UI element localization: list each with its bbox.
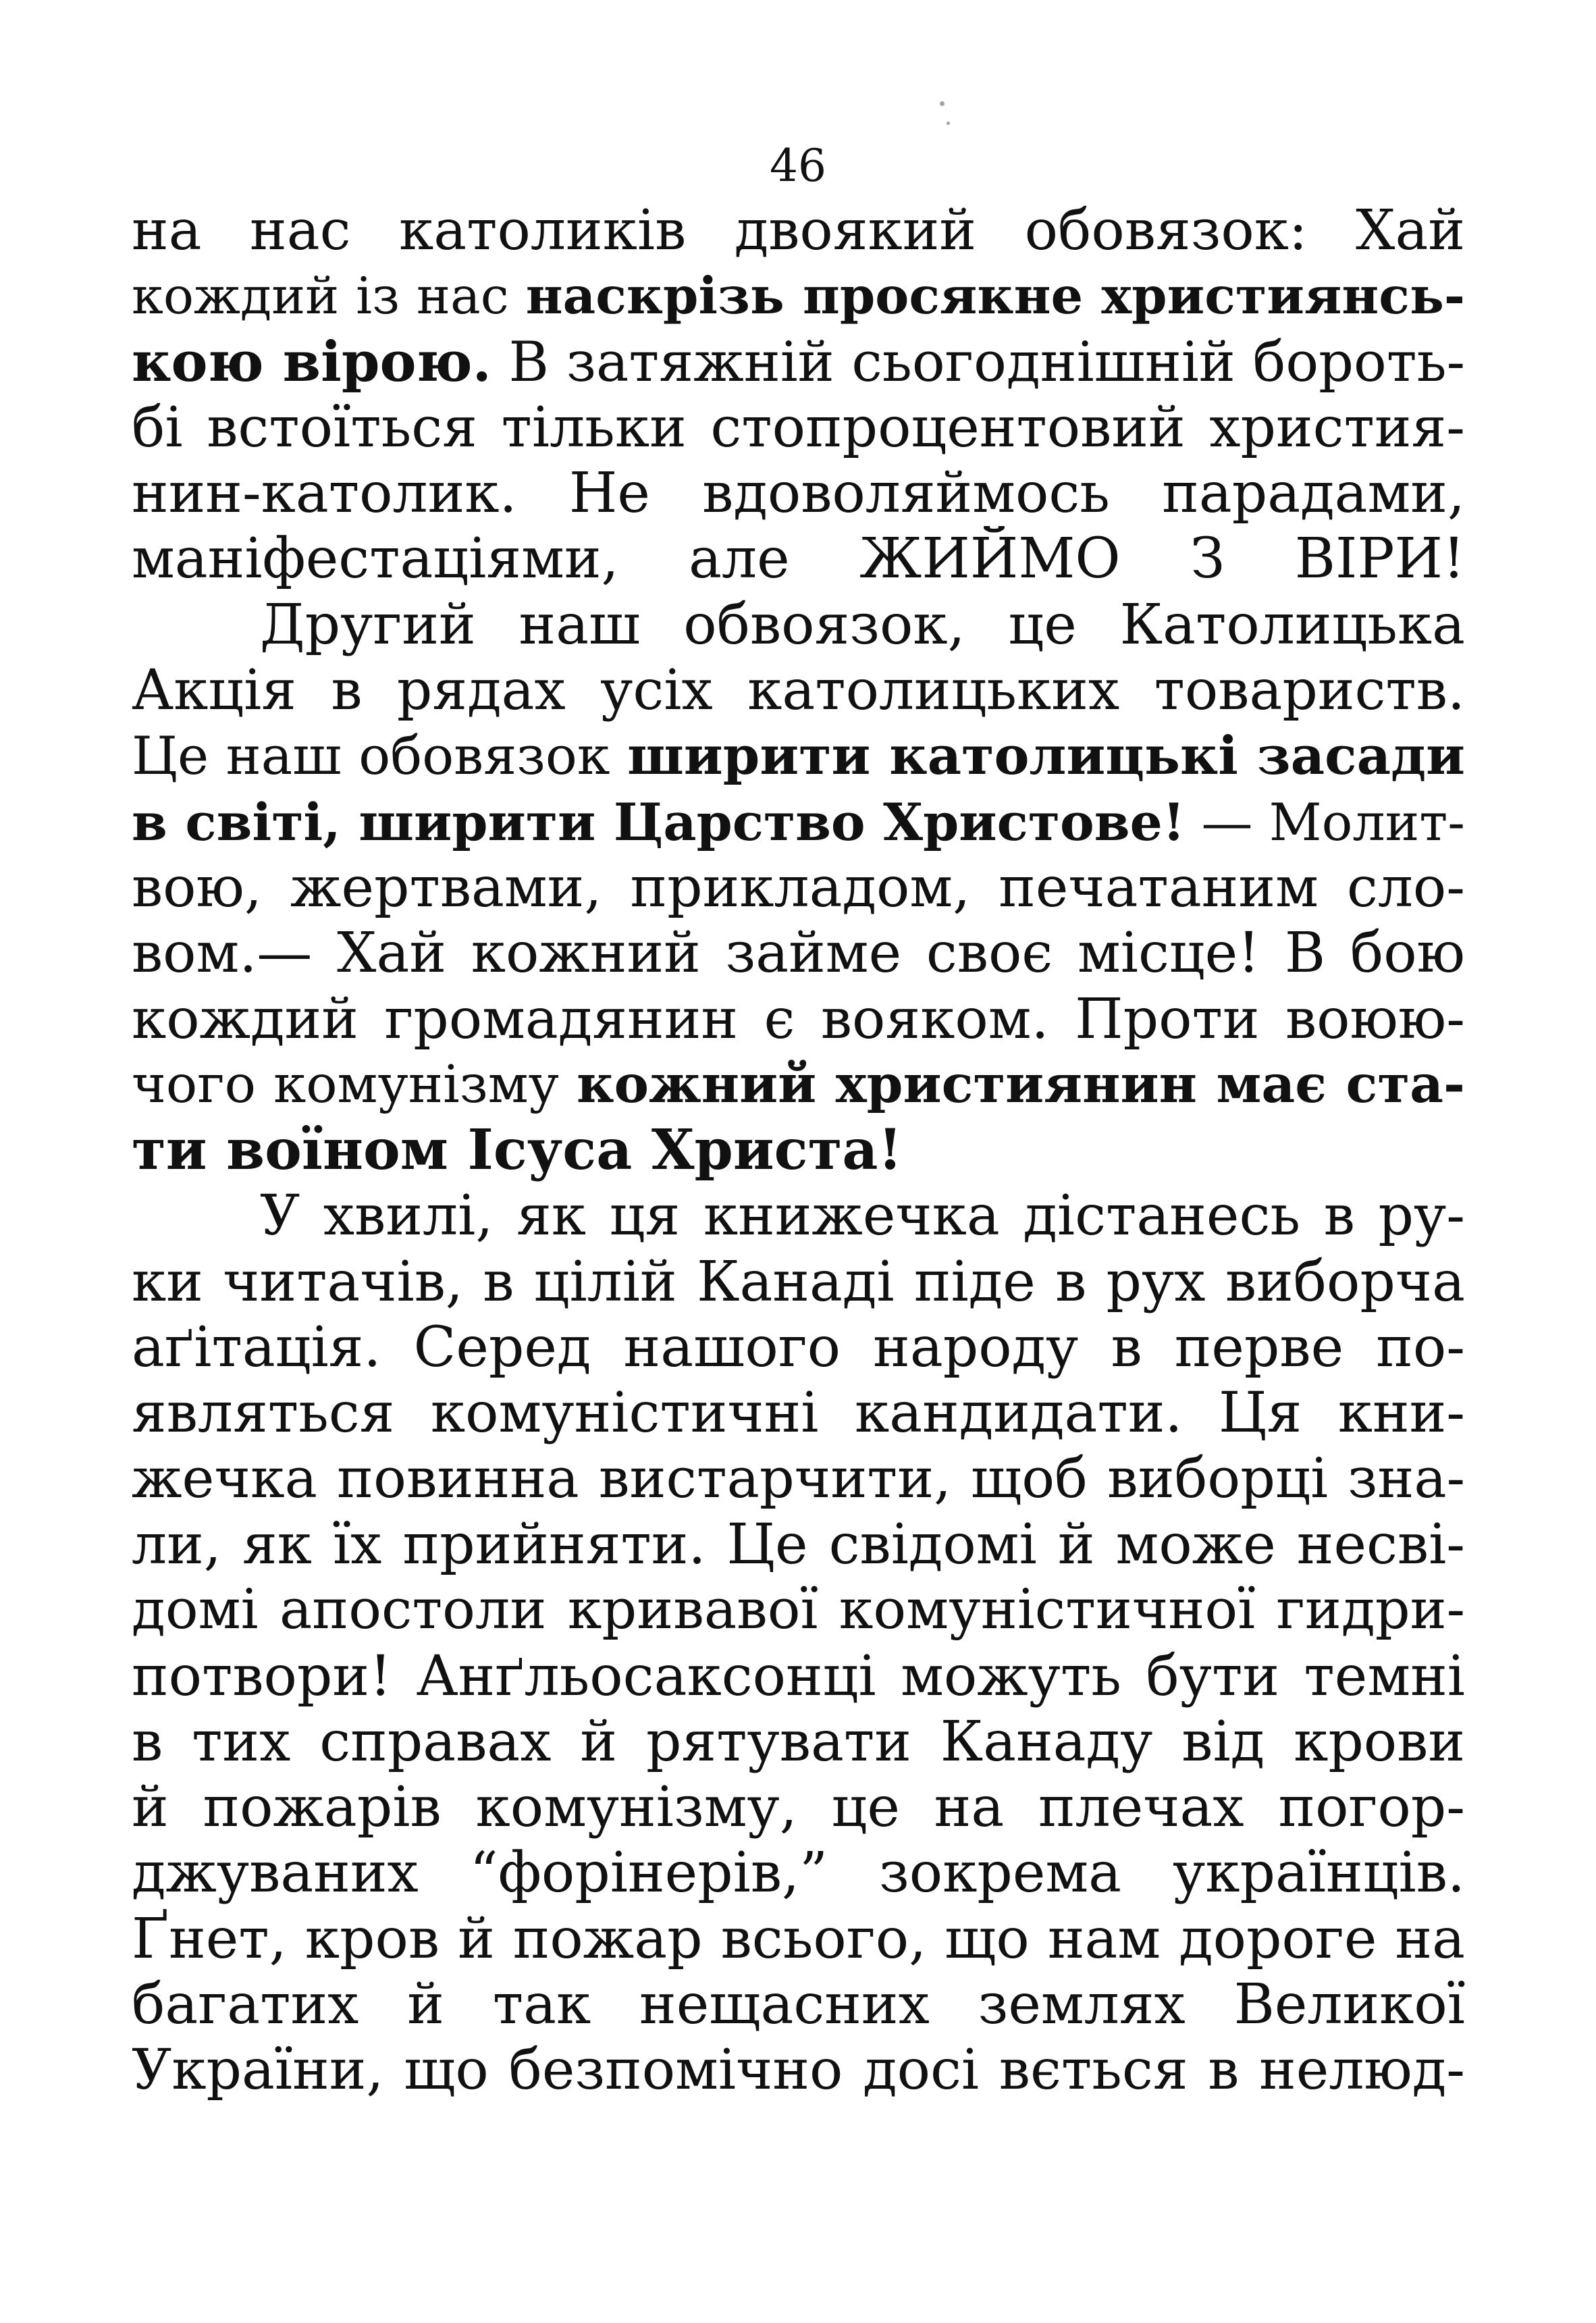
text-line — [132, 1380, 1465, 1446]
text-segment: джуваних “форінерів,” зокрема українців. — [132, 1841, 1465, 1906]
bold-text-segment: кою вірою. — [132, 330, 491, 394]
text-segment: кождий із нас — [132, 266, 526, 326]
text-segment: кождий громадянин є вояком. Проти воюю- — [132, 987, 1465, 1051]
text-line — [132, 987, 1465, 1052]
text-line — [132, 263, 1465, 329]
text-segment: нин-католик. Не вдоволяймось парадами, — [132, 461, 1465, 526]
text-segment: потвори! Анґльосаксонці можуть бути темні — [132, 1644, 1465, 1708]
text-segment: Ґнет, кров й пожар всього, що нам дороге на — [132, 1906, 1465, 1971]
text-segment: являться комуністичні кандидати. Ця кни- — [132, 1381, 1465, 1446]
text-segment: Акція в рядах усіх католицьких товариств. — [132, 658, 1465, 723]
text-segment: України, що безпомічно досі вється в нелюд- — [132, 2038, 1465, 2103]
text-line — [132, 592, 1465, 658]
text-segment: в тих справах й рятувати Канаду від крови — [132, 1709, 1465, 1774]
text-line — [132, 1052, 1465, 1118]
page-number: 46 — [770, 140, 826, 192]
bold-text-segment: наскрізь просякне християнсь- — [525, 266, 1465, 326]
text-segment: й пожарів комунізму, це на плечах погор- — [132, 1775, 1465, 1840]
text-line — [132, 920, 1465, 986]
text-line — [132, 198, 1465, 263]
bold-text-segment: ширити католицькі засади — [627, 725, 1465, 787]
bold-text-segment: ти воїном Ісуса Христа! — [132, 1118, 903, 1183]
text-segment: ки читачів, в цілій Канаді піде в рух виборча — [132, 1249, 1465, 1314]
text-line — [132, 1315, 1465, 1380]
text-line — [132, 461, 1465, 526]
text-line — [132, 1577, 1465, 1643]
text-segment: — Молит- — [1185, 791, 1465, 852]
text-segment: В затяжній сьогоднішній бороть- — [491, 330, 1465, 394]
text-line — [132, 2037, 1465, 2103]
text-line — [132, 1972, 1465, 2037]
text-line — [132, 1906, 1465, 1972]
text-line — [132, 1709, 1465, 1775]
text-line — [132, 395, 1465, 461]
text-line — [132, 1644, 1465, 1709]
text-segment: ли, як їх прийняти. Це свідомі й може несві- — [132, 1512, 1465, 1577]
text-segment: жечка повинна вистарчити, щоб виборці зна- — [132, 1446, 1465, 1511]
text-line — [132, 1118, 1465, 1183]
text-line — [132, 1512, 1465, 1577]
text-line — [132, 658, 1465, 723]
text-segment: маніфестаціями, але ЖИЙМО З ВІРИ! — [132, 527, 1465, 592]
text-segment: на нас католиків двоякий обовязок: Хай — [132, 199, 1465, 263]
text-line — [132, 1183, 1465, 1249]
text-segment: Другий наш обвоязок, це Католицька — [260, 592, 1465, 657]
text-line — [132, 723, 1465, 789]
text-segment: бі встоїться тільки стопроцентовий христия- — [132, 395, 1465, 460]
paper-speck — [940, 101, 945, 106]
text-segment: вом.— Хай кожний займе своє місце! В бою — [132, 921, 1465, 986]
text-segment: чого комунізму — [132, 1054, 577, 1115]
body-text — [132, 198, 1465, 2104]
paper-speck — [947, 122, 950, 125]
text-segment: багатих й так нещасних землях Великої — [132, 1973, 1465, 2037]
bold-text-segment: кожний християнин має ста- — [577, 1053, 1465, 1115]
text-line — [132, 1840, 1465, 1906]
text-segment: Це наш обовязок — [132, 726, 628, 787]
text-segment: аґітація. Серед нашого народу в перве по- — [132, 1315, 1465, 1380]
text-line — [132, 1446, 1465, 1512]
text-segment: домі апостоли кривавої комуністичної гидри- — [132, 1578, 1465, 1642]
text-segment: У хвилі, як ця книжечка дістанесь в ру- — [260, 1184, 1465, 1249]
text-line — [132, 789, 1465, 855]
text-line — [132, 1775, 1465, 1840]
bold-text-segment: в світі, ширити Царство Христове! — [132, 791, 1186, 852]
text-line — [132, 855, 1465, 920]
text-segment: вою, жертвами, прикладом, печатаним сло- — [132, 855, 1465, 920]
text-line — [132, 1249, 1465, 1315]
text-line — [132, 330, 1465, 395]
text-line — [132, 526, 1465, 592]
